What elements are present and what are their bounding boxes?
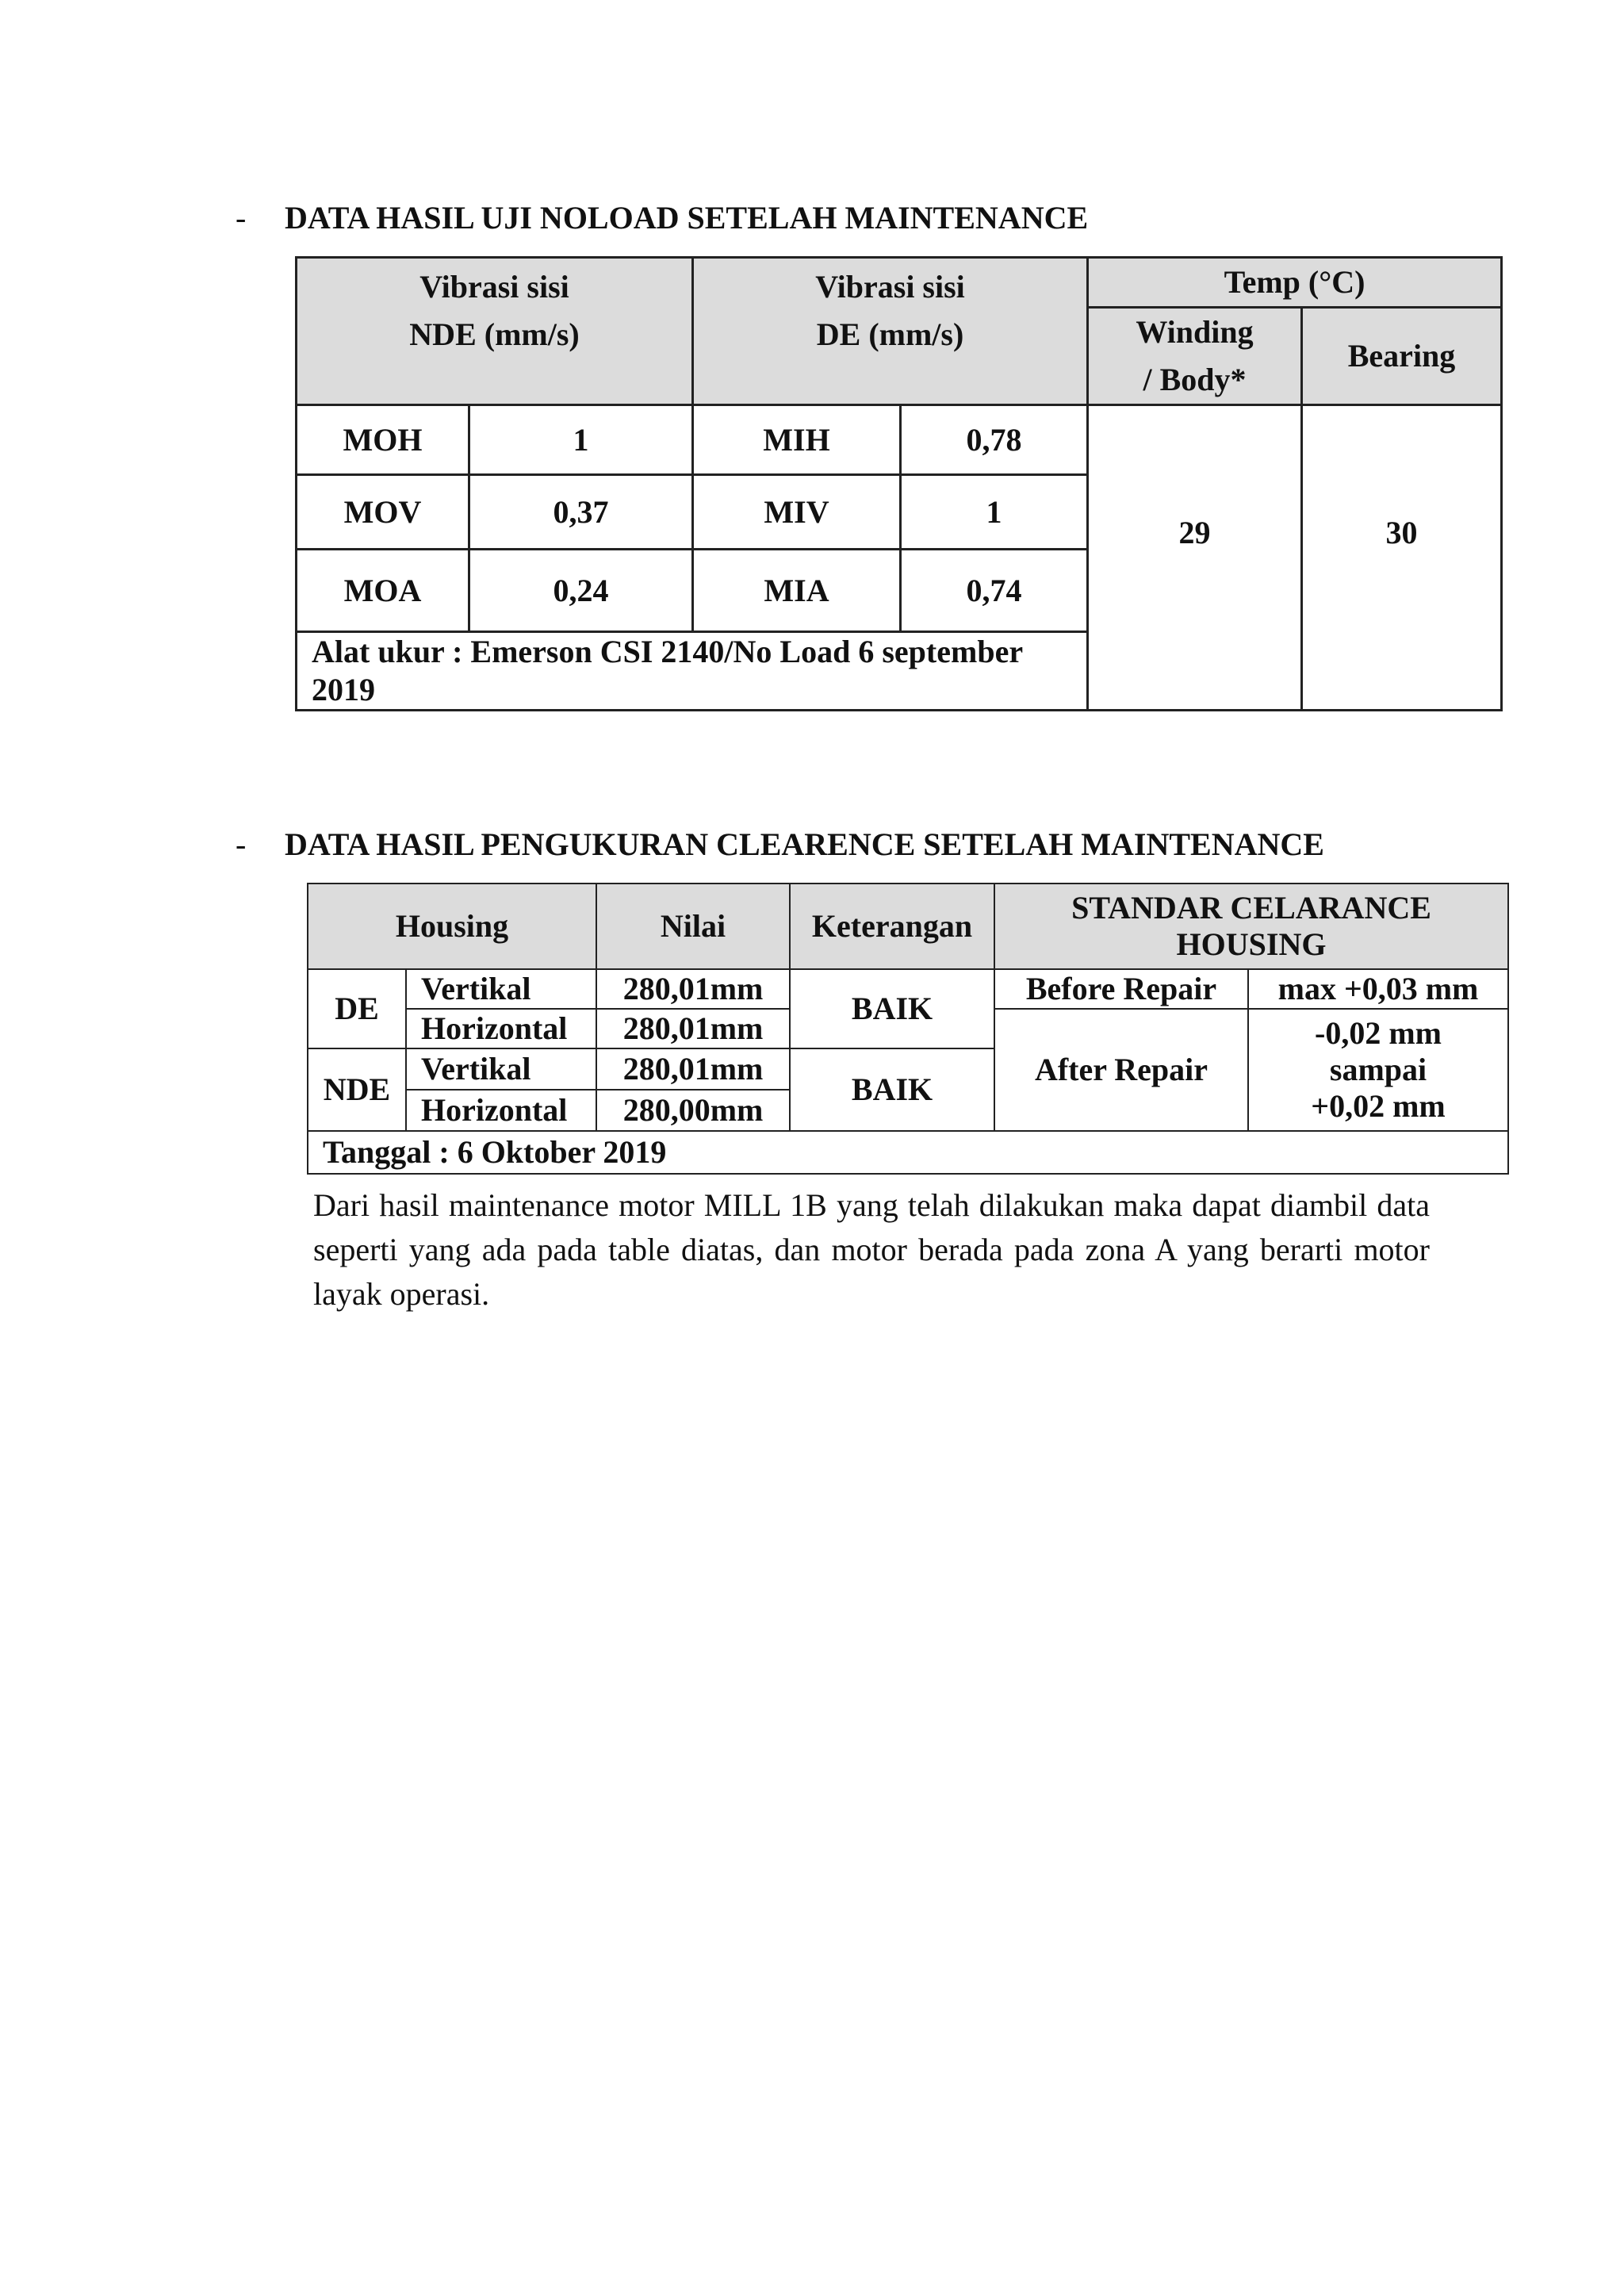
de-label-cell: MIH	[693, 405, 901, 475]
clearance-date-note: Tanggal : 6 Oktober 2019	[308, 1131, 1508, 1174]
temp-bearing-value: 30	[1302, 405, 1502, 711]
before-repair-label: Before Repair	[994, 969, 1248, 1009]
de-keterangan: BAIK	[790, 969, 994, 1048]
de-value-cell: 280,01mm	[596, 1009, 790, 1048]
de-value-cell: 0,78	[901, 405, 1088, 475]
header-keterangan: Keterangan	[790, 884, 994, 969]
header-nilai: Nilai	[596, 884, 790, 969]
header-winding-line2: / Body*	[1143, 362, 1247, 397]
nde-label-cell: MOA	[297, 550, 469, 632]
clearance-table	[307, 883, 1509, 1175]
nde-axis-cell: Horizontal	[406, 1090, 596, 1131]
nde-label-cell: MOH	[297, 405, 469, 475]
measurement-tool-note: Alat ukur : Emerson CSI 2140/No Load 6 september 2019	[297, 632, 1088, 711]
de-label-cell: MIV	[693, 475, 901, 550]
nde-value-cell: 0,24	[469, 550, 693, 632]
after-repair-value-line3: +0,02 mm	[1311, 1088, 1446, 1124]
header-vibration-de	[693, 258, 1088, 405]
nde-label-cell: MOV	[297, 475, 469, 550]
de-label-cell: MIA	[693, 550, 901, 632]
header-standar-clearance: STANDAR CELARANCE HOUSING	[994, 884, 1508, 969]
nde-axis-cell: Vertikal	[406, 1048, 596, 1090]
header-vibration-de-line1: Vibrasi sisi	[815, 269, 965, 305]
noload-test-table	[295, 256, 1503, 711]
nde-value-cell: 1	[469, 405, 693, 475]
de-value-cell: 0,74	[901, 550, 1088, 632]
header-bearing: Bearing	[1302, 308, 1502, 405]
table-row	[308, 969, 1508, 1009]
header-housing: Housing	[308, 884, 596, 969]
nde-value-cell: 0,37	[469, 475, 693, 550]
header-vibration-nde-line1: Vibrasi sisi	[419, 269, 569, 305]
header-winding-line1: Winding	[1136, 314, 1254, 350]
section2-bullet: -	[236, 826, 247, 862]
section2-title: DATA HASIL PENGUKURAN CLEARENCE SETELAH MAINTENANCE	[285, 826, 1324, 862]
de-housing-label: DE	[308, 969, 406, 1048]
nde-keterangan: BAIK	[790, 1048, 994, 1131]
before-repair-value: max +0,03 mm	[1248, 969, 1508, 1009]
de-axis-cell: Vertikal	[406, 969, 596, 1009]
de-value-cell: 280,01mm	[596, 969, 790, 1009]
after-repair-label: After Repair	[994, 1009, 1248, 1131]
header-vibration-nde-line2: NDE (mm/s)	[409, 316, 580, 352]
section1-bullet: -	[236, 200, 247, 236]
nde-housing-label: NDE	[308, 1048, 406, 1131]
de-axis-cell: Horizontal	[406, 1009, 596, 1048]
de-value-cell: 1	[901, 475, 1088, 550]
table-row	[297, 405, 1502, 475]
nde-value-cell: 280,01mm	[596, 1048, 790, 1090]
header-winding	[1088, 308, 1302, 405]
after-repair-value	[1248, 1009, 1508, 1131]
header-temp: Temp (°C)	[1088, 258, 1502, 308]
temp-winding-value: 29	[1088, 405, 1302, 711]
conclusion-paragraph: Dari hasil maintenance motor MILL 1B yang telah dilakukan maka dapat diambil data seperti yang ada pada table diatas, dan motor berada pada zona A yang berarti motor layak operasi.	[313, 1187, 1430, 1312]
nde-value-cell: 280,00mm	[596, 1090, 790, 1131]
after-repair-value-line1: -0,02 mm	[1315, 1015, 1442, 1051]
header-vibration-nde	[297, 258, 693, 405]
after-repair-value-line2: sampai	[1329, 1052, 1427, 1087]
header-vibration-de-line2: DE (mm/s)	[816, 316, 964, 352]
section1-title: DATA HASIL UJI NOLOAD SETELAH MAINTENANCE	[285, 200, 1089, 236]
